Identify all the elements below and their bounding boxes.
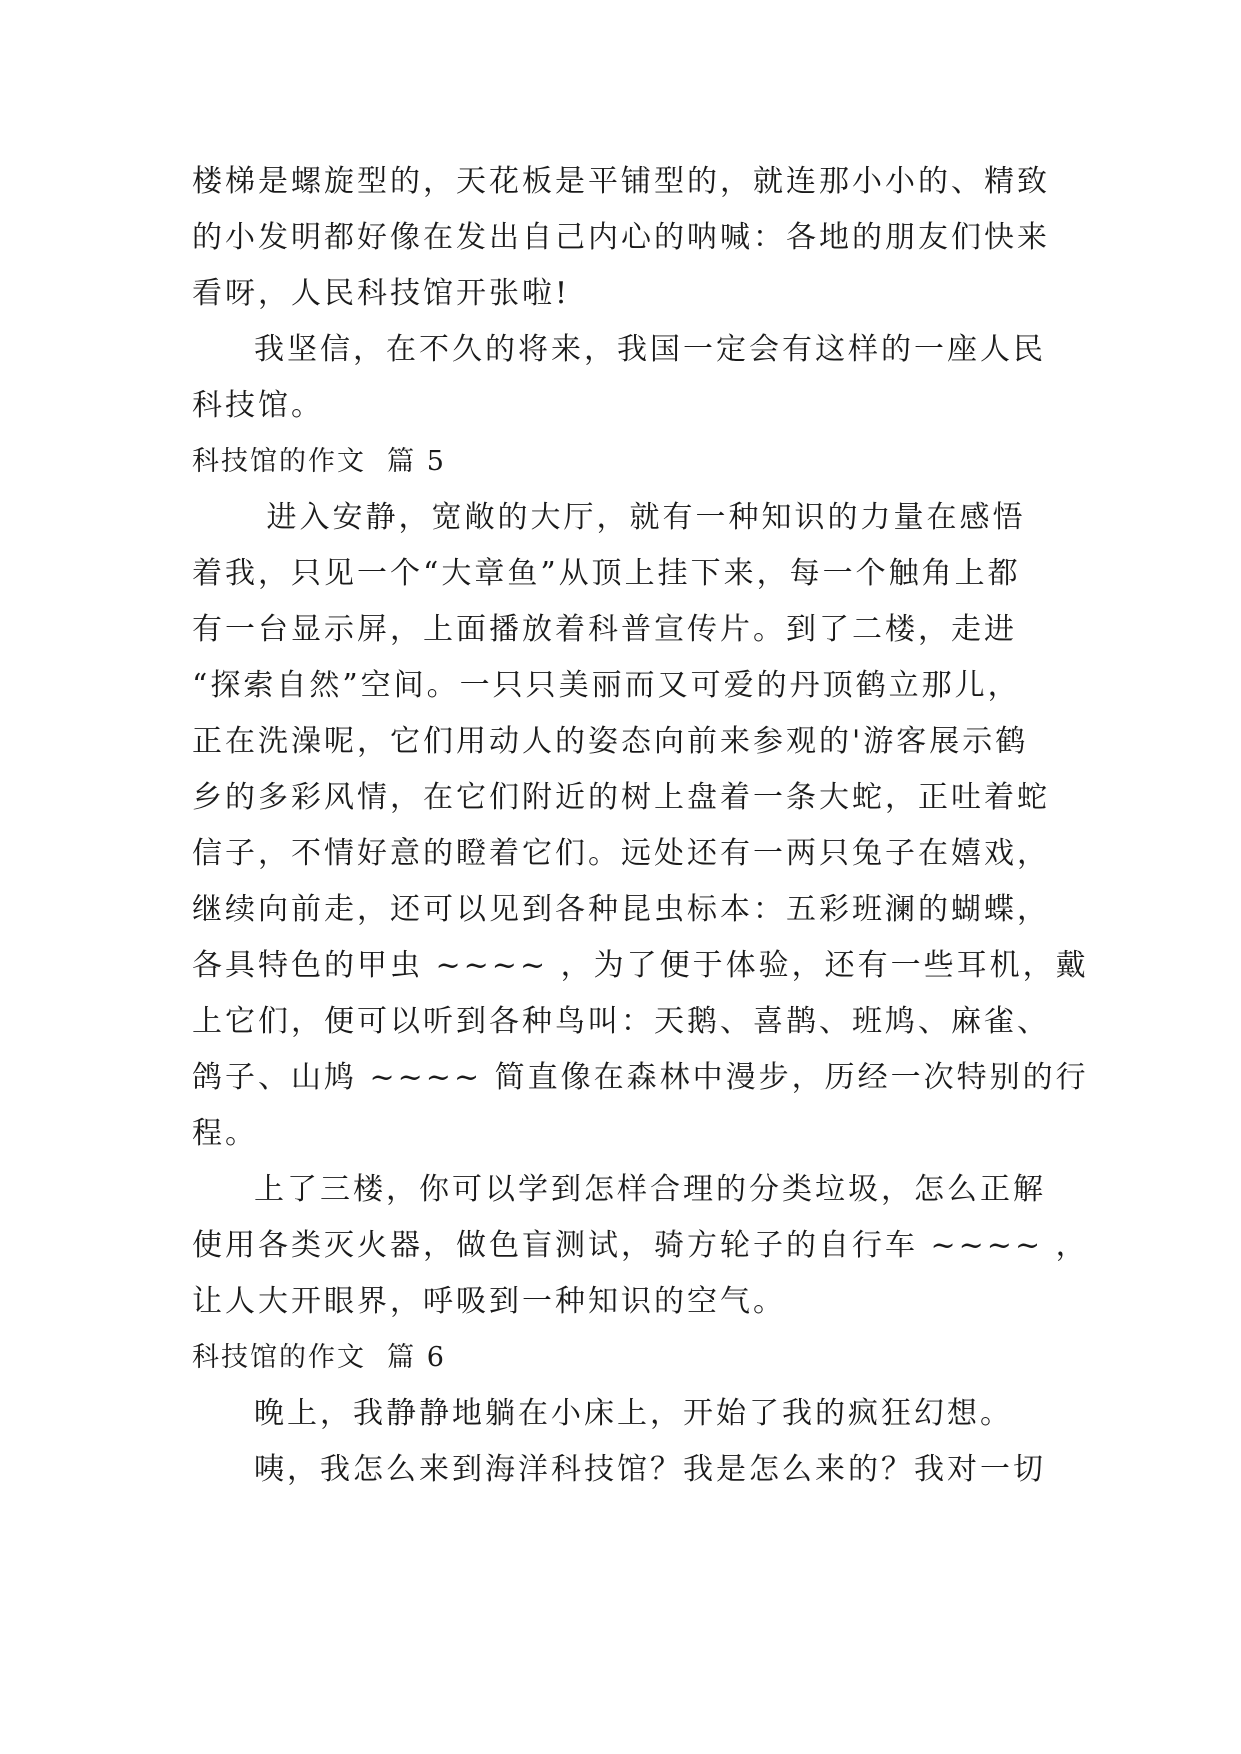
text-line: 各具特色的甲虫 ~~~~ ，为了便于体验，还有一些耳机，戴 bbox=[192, 948, 1089, 983]
text-line: 使用各类灭火器，做色盲测试，骑方轮子的自行车 ~~~~ ， bbox=[192, 1228, 1089, 1263]
text-line: 程。 bbox=[192, 1116, 258, 1151]
text-line: 进入安静，宽敞的大厅，就有一种知识的力量在感悟 bbox=[254, 500, 1026, 535]
text-line: 继续向前走，还可以见到各种昆虫标本：五彩班澜的蝴蝶， bbox=[192, 892, 1050, 927]
section-heading: 科技馆的作文 篇 5 bbox=[192, 446, 446, 477]
text-line: 我坚信，在不久的将来，我国一定会有这样的一座人民 bbox=[254, 332, 1046, 367]
text-line: 着我，只见一个“大章鱼”从顶上挂下来，每一个触角上都 bbox=[192, 556, 1021, 591]
text-line: 科技馆。 bbox=[192, 388, 324, 423]
text-line: 楼梯是螺旋型的，天花板是平铺型的，就连那小小的、精致 bbox=[192, 164, 1050, 199]
text-line: 上它们，便可以听到各种鸟叫：天鹅、喜鹊、班鸠、麻雀、 bbox=[192, 1004, 1050, 1039]
text-line: 的小发明都好像在发出自己内心的呐喊：各地的朋友们快来 bbox=[192, 220, 1050, 255]
text-line: 正在洗澡呢，它们用动人的姿态向前来参观的'游客展示鹤 bbox=[192, 724, 1029, 759]
text-line: 乡的多彩风情，在它们附近的树上盘着一条大蛇，正吐着蛇 bbox=[192, 780, 1050, 815]
text-line: 上了三楼，你可以学到怎样合理的分类垃圾，怎么正解 bbox=[254, 1172, 1046, 1207]
text-line: 鸽子、山鸠 ~~~~ 简直像在森林中漫步，历经一次特别的行 bbox=[192, 1060, 1089, 1095]
text-line: “探索自然”空间。一只只美丽而又可爱的丹顶鹤立那儿， bbox=[192, 668, 1021, 703]
text-line: 晚上，我静静地躺在小床上，开始了我的疯狂幻想。 bbox=[254, 1396, 1013, 1431]
document-page bbox=[192, 154, 1089, 1498]
text-line: 咦，我怎么来到海洋科技馆？我是怎么来的？我对一切 bbox=[254, 1452, 1046, 1487]
text-line: 让人大开眼界，呼吸到一种知识的空气。 bbox=[192, 1284, 786, 1319]
section-heading: 科技馆的作文 篇 6 bbox=[192, 1342, 446, 1373]
text-line: 有一台显示屏，上面播放着科普宣传片。到了二楼，走进 bbox=[192, 612, 1017, 647]
text-line: 信子，不情好意的瞪着它们。远处还有一两只兔子在嬉戏， bbox=[192, 836, 1050, 871]
text-line: 看呀，人民科技馆开张啦! bbox=[192, 276, 571, 311]
